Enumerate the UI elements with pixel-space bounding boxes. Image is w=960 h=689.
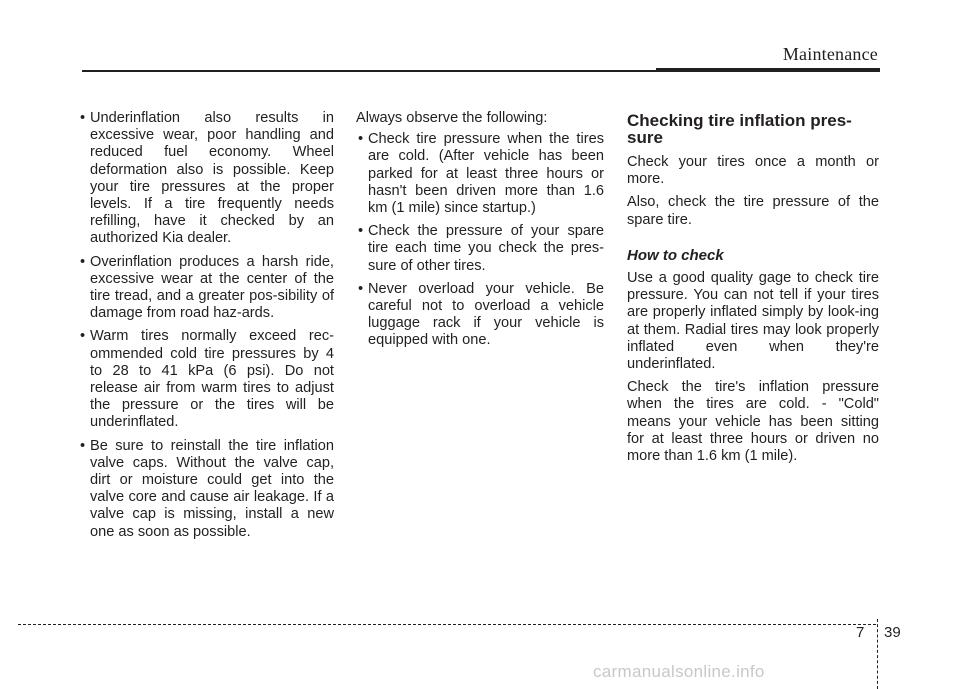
bullet-warm-tires: • Warm tires normally exceed rec-ommended cold tire pressures by 4 to 28 to 41 kPa (6 psi). Do not release air from warm tires to adjust the pressure or the tires will be underinflated.: [78, 328, 334, 431]
column-left: [78, 110, 334, 547]
page-number: 39: [884, 624, 901, 641]
bullet-underinflation: • Underinflation also results in excessive wear, poor handling and reduced fuel economy. Wheel deformation also is possible. Keep your tire pressures at the proper levels. If a tire frequently needs refilling, have it checked by an authorized Kia dealer.: [78, 110, 334, 248]
chapter-number: 7: [856, 624, 865, 641]
bullet-overinflation: • Overinflation produces a harsh ride, excessive wear at the center of the tire tread, and a greater pos-sibility of damage from road haz-ards.: [78, 254, 334, 323]
footer-divider: [877, 619, 878, 689]
bullet-check-cold: • Check tire pressure when the tires are cold. (After vehicle has been parked for at least three hours or hasn't been driven more than 1.6 km (1 mile) since startup.): [356, 131, 604, 217]
footer-rule: [18, 624, 876, 625]
bullet-valve-caps: • Be sure to reinstall the tire inflation valve caps. Without the valve cap, dirt or moisture could get into the valve core and cause air leakage. If a valve cap is missing, install a new one as soon as possible.: [78, 438, 334, 541]
watermark: carmanualsonline.info: [593, 662, 765, 681]
paragraph-gage: Use a good quality gage to check tire pressure. You can not tell if your tires are properly inflated simply by look-ing at them. Radial tires may look properly inflated even when they're underinflated.: [627, 270, 879, 373]
paragraph-cold-pressure: Check the tire's inflation pressure when the tires are cold. - "Cold" means your vehicle has been sitting for at least three hours or driven no more than 1.6 km (1 mile).: [627, 379, 879, 465]
bullet-list: [78, 110, 334, 541]
paragraph-monthly-check: Check your tires once a month or more.: [627, 154, 879, 188]
column-right: [627, 110, 879, 471]
bullet-check-spare: • Check the pressure of your spare tire each time you check the pres-sure of other tires.: [356, 223, 604, 275]
lead-text: Always observe the following:: [356, 110, 548, 126]
header-rule: [82, 70, 656, 72]
subheading-how-to-check: How to check: [627, 246, 724, 264]
column-middle: [356, 110, 604, 356]
header-rule-accent: [656, 68, 880, 72]
heading-checking-tire-inflation: Checking tire inflation pres-sure: [627, 111, 852, 147]
paragraph-spare-tire: Also, check the tire pressure of the spare tire.: [627, 194, 879, 228]
section-title: Maintenance: [782, 44, 878, 64]
bullet-list: [356, 131, 604, 349]
bullet-never-overload: • Never overload your vehicle. Be careful not to overload a vehicle luggage rack if your vehicle is equipped with one.: [356, 281, 604, 350]
